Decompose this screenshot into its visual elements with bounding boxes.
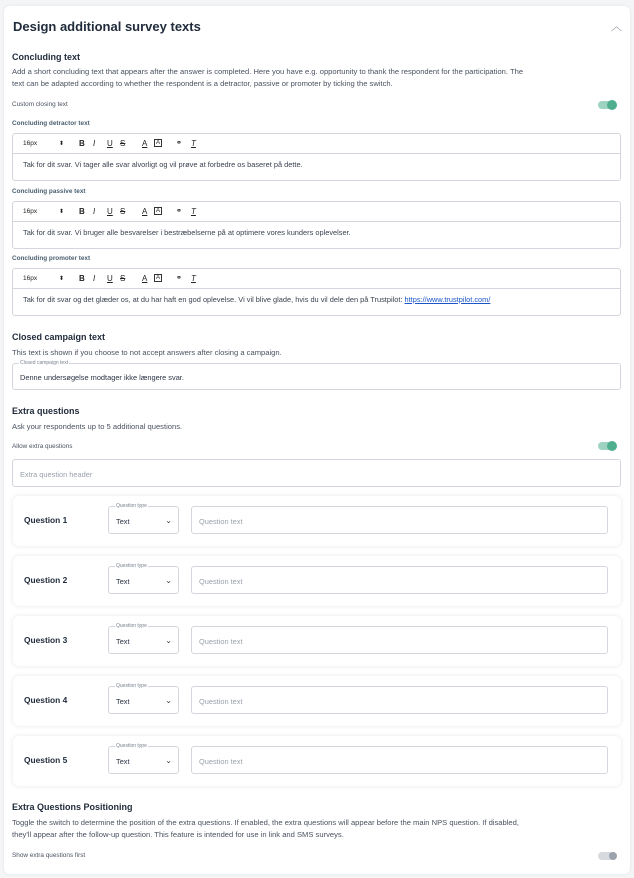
italic-button[interactable]: I: [93, 207, 96, 216]
clear-format-icon[interactable]: T: [191, 274, 196, 283]
clear-format-icon[interactable]: T: [191, 139, 196, 148]
font-size-select[interactable]: 16px: [23, 208, 38, 215]
question-type-legend: Question type: [116, 683, 147, 689]
question-text-placeholder: Question text: [199, 697, 243, 706]
allow-extra-label: Allow extra questions: [12, 443, 73, 450]
underline-button[interactable]: U: [107, 207, 113, 216]
positioning-heading: Extra Questions Positioning: [12, 802, 133, 812]
show-first-label: Show extra questions first: [12, 852, 86, 859]
closed-campaign-legend: Closed campaign text: [20, 360, 69, 366]
closed-campaign-heading: Closed campaign text: [12, 332, 106, 342]
bold-button[interactable]: B: [79, 139, 85, 148]
question-text-placeholder: Question text: [199, 517, 243, 526]
clear-format-icon[interactable]: T: [191, 207, 196, 216]
font-color-icon[interactable]: A: [142, 139, 148, 148]
passive-text: Tak for dit svar. Vi bruger alle besvarelser i bestræbelserne på at optimere vores kunders oplevelser.: [23, 228, 351, 237]
bold-button[interactable]: B: [79, 207, 85, 216]
detractor-text: Tak for dit svar. Vi tager alle svar alvorligt og vil prøve at forbedre os baseret på dette.: [23, 160, 303, 169]
strike-button[interactable]: S: [120, 139, 126, 148]
font-color-icon[interactable]: A: [142, 207, 148, 216]
question-type-value: Text: [116, 757, 130, 766]
promoter-editor[interactable]: [12, 268, 621, 316]
font-size-select[interactable]: 16px: [23, 140, 38, 147]
link-icon[interactable]: ⚭: [176, 275, 182, 282]
question-text-input[interactable]: [191, 746, 608, 774]
promoter-text: [23, 295, 490, 304]
closed-campaign-field[interactable]: [12, 360, 621, 390]
chevron-updown-icon[interactable]: ⬍: [59, 276, 65, 282]
underline-button[interactable]: U: [107, 274, 113, 283]
editor-toolbar: [13, 202, 620, 222]
chevron-down-icon: ⌄: [165, 576, 172, 585]
custom-closing-toggle[interactable]: [598, 101, 616, 109]
chevron-updown-icon[interactable]: ⬍: [59, 141, 65, 147]
question-text-placeholder: Question text: [199, 757, 243, 766]
promoter-text-body: Tak for dit svar og det glæder os, at du har haft en god oplevelse. Vi vil blive glade, hvis du vil dele den på Trustpilot:: [23, 295, 405, 304]
question-label: Question 5: [24, 755, 68, 765]
question-card-1: [13, 496, 621, 546]
positioning-description-1: Toggle the switch to determine the position of the extra questions. If enabled, the extra questions will appear before the main NPS question. If disabled,: [12, 818, 519, 827]
chevron-up-icon[interactable]: ︿: [611, 21, 622, 33]
detractor-editor[interactable]: [12, 133, 621, 181]
background-color-icon[interactable]: A: [156, 140, 161, 146]
italic-button[interactable]: I: [93, 139, 96, 148]
question-type-value: Text: [116, 517, 130, 526]
passive-label: Concluding passive text: [12, 188, 86, 195]
allow-extra-toggle[interactable]: [598, 442, 616, 450]
editor-toolbar: [13, 134, 620, 154]
italic-button[interactable]: I: [93, 274, 96, 283]
bold-button[interactable]: B: [79, 274, 85, 283]
chevron-updown-icon[interactable]: ⬍: [59, 209, 65, 215]
question-text-placeholder: Question text: [199, 637, 243, 646]
underline-button[interactable]: U: [107, 139, 113, 148]
question-type-select[interactable]: [108, 503, 179, 534]
strike-button[interactable]: S: [120, 274, 126, 283]
font-size-select[interactable]: 16px: [23, 275, 38, 282]
concluding-description-2: text can be adapted according to whether the respondent is a detractor, passive or promoter by ticking the switch.: [12, 79, 393, 88]
question-label: Question 3: [24, 635, 68, 645]
question-type-legend: Question type: [116, 623, 147, 629]
editor-toolbar: [13, 269, 620, 289]
chevron-down-icon: ⌄: [165, 516, 172, 525]
chevron-down-icon: ⌄: [165, 696, 172, 705]
question-type-select[interactable]: [108, 623, 179, 654]
question-text-input[interactable]: [191, 506, 608, 534]
question-text-input[interactable]: [191, 626, 608, 654]
survey-texts-panel: [4, 6, 630, 874]
question-type-select[interactable]: [108, 563, 179, 594]
question-type-legend: Question type: [116, 743, 147, 749]
background-color-icon[interactable]: A: [156, 208, 161, 214]
question-text-input[interactable]: [191, 566, 608, 594]
trustpilot-link[interactable]: https://www.trustpilot.com/: [404, 295, 491, 304]
question-card-5: [13, 736, 621, 786]
concluding-description-1: Add a short concluding text that appears after the answer is completed. Here you have e.g. opportunity to thank the respondent for the participation. The: [12, 67, 524, 76]
extra-question-header-placeholder: Extra question header: [20, 470, 93, 479]
question-text-placeholder: Question text: [199, 577, 243, 586]
question-type-value: Text: [116, 577, 130, 586]
link-icon[interactable]: ⚭: [176, 140, 182, 147]
closed-campaign-value: Denne undersøgelse modtager ikke længere svar.: [20, 373, 184, 382]
question-type-legend: Question type: [116, 563, 147, 569]
chevron-down-icon: ⌄: [165, 636, 172, 645]
detractor-label: Concluding detractor text: [12, 120, 90, 127]
question-type-value: Text: [116, 697, 130, 706]
question-type-legend: Question type: [116, 503, 147, 509]
extra-questions-description: Ask your respondents up to 5 additional questions.: [12, 422, 183, 431]
background-color-icon[interactable]: A: [156, 275, 161, 281]
promoter-label: Concluding promoter text: [12, 255, 91, 262]
concluding-heading: Concluding text: [12, 52, 80, 62]
extra-question-header-input[interactable]: [12, 459, 621, 487]
question-card-4: [13, 676, 621, 726]
question-type-select[interactable]: [108, 743, 179, 774]
passive-editor[interactable]: [12, 201, 621, 249]
question-type-select[interactable]: [108, 683, 179, 714]
question-label: Question 4: [24, 695, 68, 705]
question-text-input[interactable]: [191, 686, 608, 714]
closed-campaign-description: This text is shown if you choose to not accept answers after closing a campaign.: [12, 348, 282, 357]
question-type-value: Text: [116, 637, 130, 646]
question-card-2: [13, 556, 621, 606]
question-card-3: [13, 616, 621, 666]
panel-title: Design additional survey texts: [13, 19, 201, 34]
extra-questions-heading: Extra questions: [12, 406, 80, 416]
strike-button[interactable]: S: [120, 207, 126, 216]
question-label: Question 2: [24, 575, 68, 585]
link-icon[interactable]: ⚭: [176, 208, 182, 215]
question-label: Question 1: [24, 515, 68, 525]
font-color-icon[interactable]: A: [142, 274, 148, 283]
show-first-toggle[interactable]: [598, 852, 616, 860]
chevron-down-icon: ⌄: [165, 756, 172, 765]
custom-closing-label: Custom closing text: [12, 101, 68, 108]
positioning-description-2: they'll appear after the follow-up question. This feature is intended for use in link and SMS surveys.: [12, 830, 344, 839]
